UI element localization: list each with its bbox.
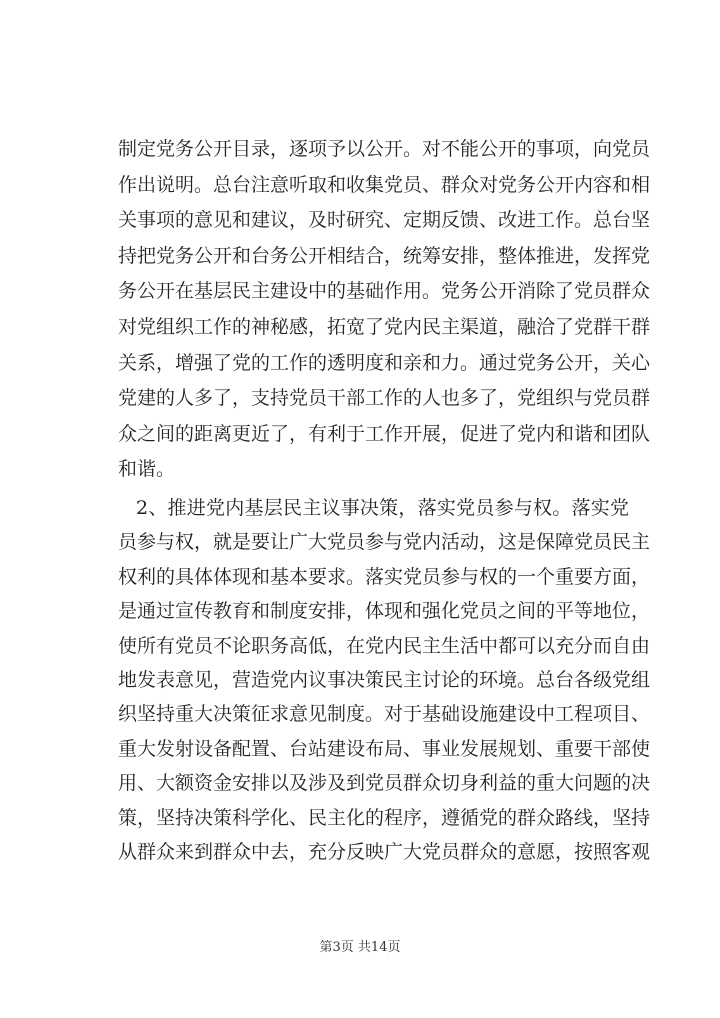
text-line: 使所有党员不论职务高低，在党内民主生活中都可以充分而自由 [118,634,651,657]
text-line: 务公开在基层民主建设中的基础作用。党务公开消除了党员群众 [118,280,651,303]
text-line: 用、大额资金安排以及涉及到党员群众切身利益的重大问题的决 [118,772,651,795]
text-line: 众之间的距离更近了，有利于工作开展，促进了党内和谐和团队 [118,422,651,445]
text-line: 是通过宣传教育和制度安排，体现和强化党员之间的平等地位， [118,600,651,623]
text-line: 员参与权，就是要让广大党员参与党内活动，这是保障党员民主 [118,531,651,554]
text-line: 织坚持重大决策征求意见制度。对于基础设施建设中工程项目、 [118,703,651,726]
text-line: 权利的具体体现和基本要求。落实党员参与权的一个重要方面， [118,565,651,588]
text-line: 关系，增强了党的工作的透明度和亲和力。通过党务公开，关心 [118,351,651,374]
text-line: 关事项的意见和建议，及时研究、定期反馈、改进工作。总台坚 [118,209,651,232]
text-line: 持把党务公开和台务公开相结合，统筹安排，整体推进，发挥党 [118,244,651,267]
paragraph-1 [118,132,651,488]
text-line: 作出说明。总台注意听取和收集党员、群众对党务公开内容和相 [118,173,651,196]
text-line: 地发表意见，营造党内议事决策民主讨论的环境。总台各级党组 [118,668,651,691]
text-line: 策，坚持决策科学化、民主化的程序，遵循党的群众路线，坚持 [118,806,651,829]
text-line: 重大发射设备配置、台站建设布局、事业发展规划、重要干部使 [118,737,651,760]
text-line: 和谐。 [118,458,176,481]
text-line: 对党组织工作的神秘感，拓宽了党内民主渠道，融洽了党群干群 [118,315,651,338]
text-line: 从群众来到群众中去，充分反映广大党员群众的意愿，按照客观 [118,840,651,863]
page-footer: 第3页 共14页 [319,940,401,955]
text-line: 2、推进党内基层民主议事决策，落实党员参与权。落实党 [136,497,629,519]
text-line: 制定党务公开目录，逐项予以公开。对不能公开的事项，向党员 [118,138,651,160]
text-line: 党建的人多了，支持党员干部工作的人也多了，党组织与党员群 [118,387,651,410]
paragraph-2 [118,491,651,869]
